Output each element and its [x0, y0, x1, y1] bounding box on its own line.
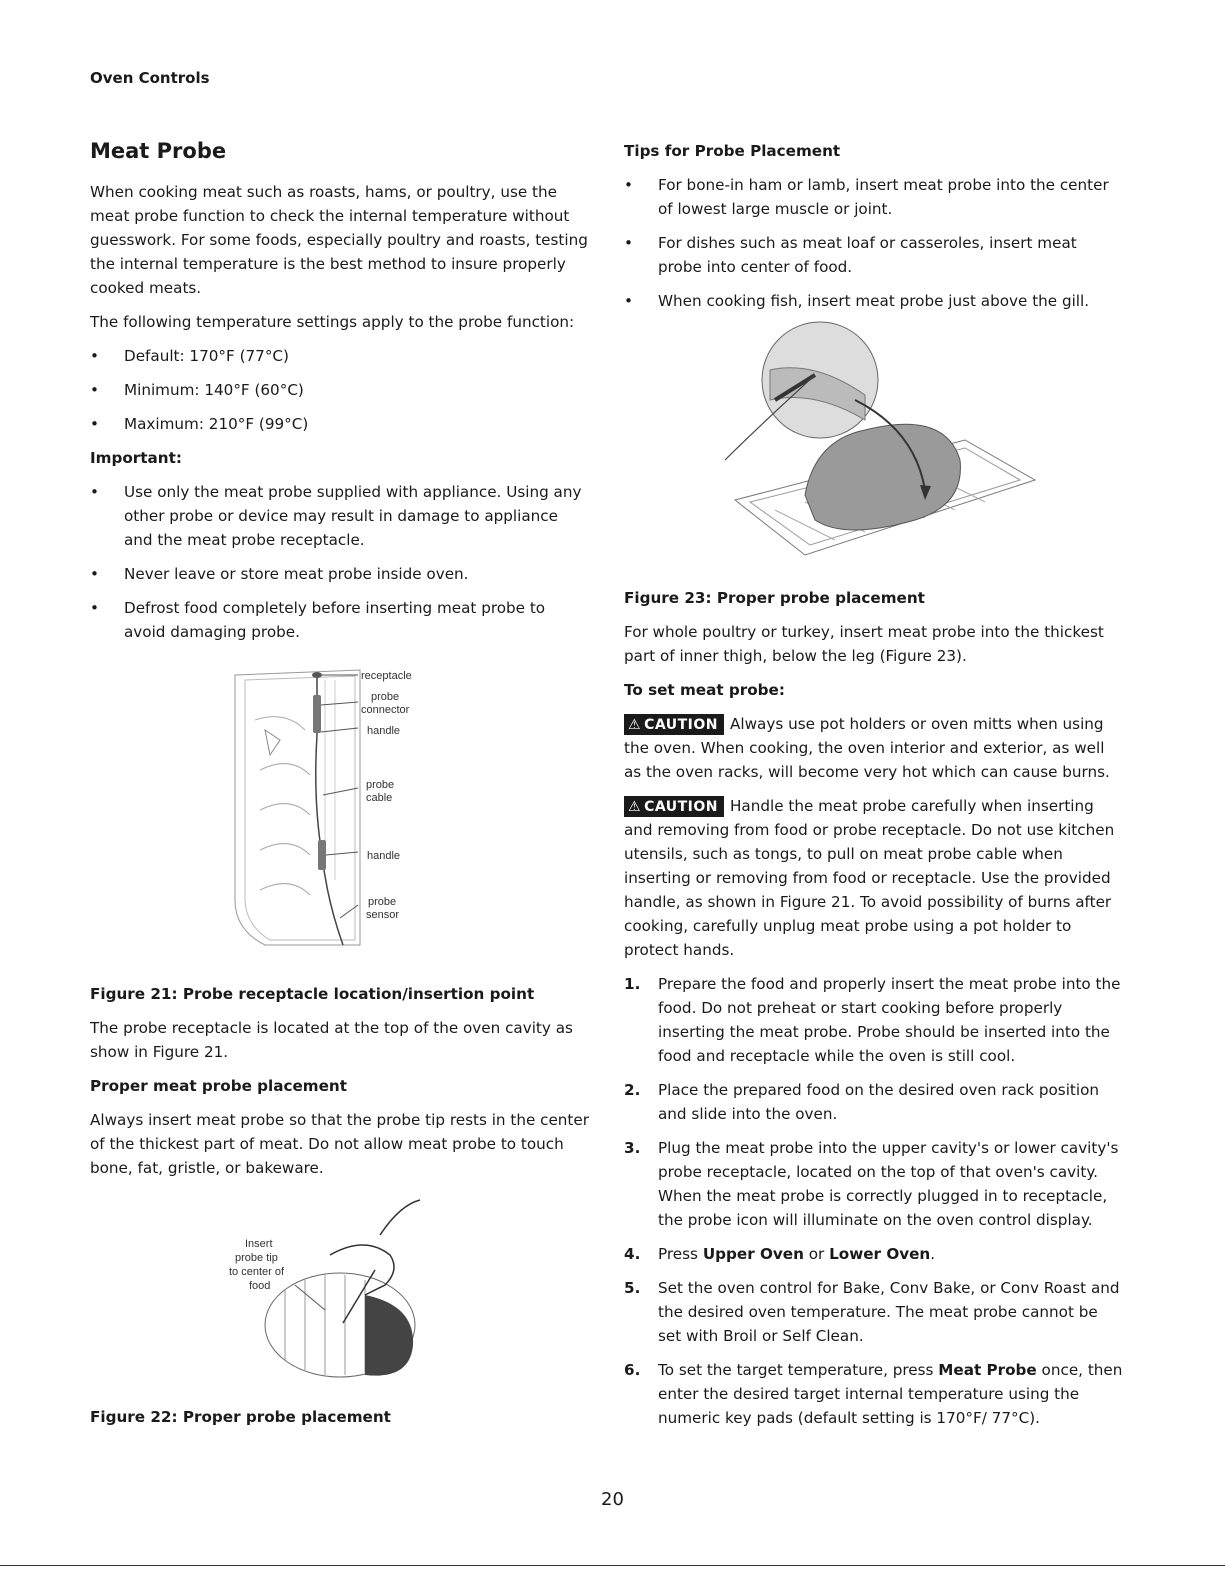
right-column: [624, 139, 1124, 323]
receptacle-icon: [312, 672, 322, 678]
left-column-lower: [90, 982, 590, 1190]
poultry-paragraph: For whole poultry or turkey, insert meat probe into the thickest part of inner thigh, below the leg (Figure 23).: [624, 623, 1104, 665]
bottom-rule: [0, 1565, 1225, 1566]
list-item: • For dishes such as meat loaf or casseroles, insert meat probe into center of food.: [624, 231, 1124, 279]
placement-label: Proper meat probe placement: [90, 1077, 348, 1095]
warning-triangle-icon: ⚠: [628, 717, 642, 733]
handle-top-icon: [313, 695, 321, 733]
figure-22-roast-probe: [225, 1195, 440, 1390]
turkey-icon: [805, 424, 960, 530]
caution-1: [624, 712, 1124, 784]
settings-intro: The following temperature settings apply to the probe function:: [90, 313, 575, 331]
label-receptacle: receptacle: [361, 670, 412, 682]
page-number: 20: [601, 1489, 624, 1510]
placement-paragraph: Always insert meat probe so that the probe tip rests in the center of the thickest part of meat. Do not allow meat probe to touch bone, fat, gristle, or bakeware.: [90, 1111, 589, 1177]
left-column: [90, 180, 590, 654]
list-item: • Use only the meat probe supplied with appliance. Using any other probe or device may result in damage to appliance and the meat probe receptacle.: [90, 480, 590, 552]
figure-21-oven-cavity: [225, 660, 415, 960]
label-probe-cable: probe: [366, 779, 395, 791]
set-probe-label: To set meat probe:: [624, 681, 785, 699]
list-item: • Default: 170°F (77°C): [90, 344, 590, 368]
receptacle-paragraph: The probe receptacle is located at the top of the oven cavity as show in Figure 21.: [90, 1019, 573, 1061]
step-item: 5. Set the oven control for Bake, Conv Bake, or Conv Roast and the desired oven temperature. The meat probe cannot be set with Broil or Self Clean.: [624, 1279, 1120, 1345]
label-probe-sensor: probe: [368, 896, 397, 908]
step-item: 2. Place the prepared food on the desired oven rack position and slide into the oven.: [624, 1081, 1100, 1123]
steps-list: [624, 972, 1124, 1430]
tips-label: Tips for Probe Placement: [624, 142, 841, 160]
important-list: [90, 480, 590, 644]
label-probe-cable: cable: [366, 792, 393, 804]
figure-21-caption: Figure 21: Probe receptacle location/insertion point: [90, 985, 535, 1003]
list-item: • Never leave or store meat probe inside oven.: [90, 562, 590, 586]
label-probe-connector: probe: [371, 691, 400, 703]
label-handle-top: handle: [367, 725, 401, 737]
settings-list: [90, 344, 590, 436]
section-header: Oven Controls: [90, 69, 210, 87]
step-item: 4. Press Upper Oven or Lower Oven.: [624, 1245, 936, 1263]
right-column-lower: [624, 586, 1124, 1440]
warning-triangle-icon: ⚠: [628, 799, 642, 815]
caution-badge: ⚠ CAUTION: [624, 714, 724, 735]
list-item: • Defrost food completely before inserting meat probe to avoid damaging probe.: [90, 596, 590, 644]
label-probe-connector: connector: [361, 704, 410, 716]
page-title: Meat Probe: [90, 139, 227, 163]
caution-2: [624, 794, 1124, 962]
important-label: Important:: [90, 449, 182, 467]
figure-23-poultry-probe: [715, 320, 1040, 580]
list-item: • Maximum: 210°F (99°C): [90, 412, 590, 436]
list-item: • Minimum: 140°F (60°C): [90, 378, 590, 402]
caution-2-text: Handle the meat probe carefully when inserting and removing from food or probe receptacle. Do not use kitchen utensils, such as tongs, to pull on meat probe cable when inserting or removing from food or receptacle. Use the provided handle, as shown in Figure 21. To avoid possibility of burns after cooking, carefully unplug meat probe using a pot holder to protect hands.: [624, 797, 1115, 959]
roast-meat-icon: [365, 1295, 413, 1376]
list-item: • For bone-in ham or lamb, insert meat probe into the center of lowest large muscle or joint.: [624, 173, 1124, 221]
step-item: 6. To set the target temperature, press Meat Probe once, then enter the desired target internal temperature using the numeric key pads (default setting is 170°F/ 77°C).: [624, 1361, 1123, 1427]
label-probe-sensor: sensor: [366, 909, 400, 921]
tips-list: [624, 173, 1124, 313]
label-insert: probe tip: [235, 1252, 278, 1264]
list-item: • When cooking fish, insert meat probe just above the gill.: [624, 289, 1124, 313]
figure-22-caption: Figure 22: Proper probe placement: [90, 1408, 391, 1426]
caution-1-text: Always use pot holders or oven mitts when using the oven. When cooking, the oven interior and exterior, as well as the oven racks, will become very hot which can cause burns.: [624, 715, 1110, 781]
label-insert: food: [249, 1280, 271, 1292]
step-item: 3. Plug the meat probe into the upper cavity's or lower cavity's probe receptacle, located on the top of that oven's cavity. When the meat probe is correctly plugged in to receptacle, the probe icon will illuminate on the oven control display.: [624, 1139, 1119, 1229]
label-handle-bottom: handle: [367, 850, 401, 862]
step-item: 1. Prepare the food and properly insert the meat probe into the food. Do not preheat or start cooking before properly inserting the meat probe. Probe should be inserted into the food and receptacle while the oven is still cool.: [624, 975, 1121, 1065]
intro-paragraph: When cooking meat such as roasts, hams, or poultry, use the meat probe function to check the internal temperature without guesswork. For some foods, especially poultry and roasts, testing the internal temperature is the best method to insure properly cooked meats.: [90, 183, 588, 297]
figure-23-caption: Figure 23: Proper probe placement: [624, 589, 925, 607]
label-insert: to center of: [229, 1266, 285, 1278]
caution-badge: ⚠ CAUTION: [624, 796, 724, 817]
label-insert: Insert: [245, 1238, 273, 1250]
handle-bottom-icon: [318, 840, 326, 870]
